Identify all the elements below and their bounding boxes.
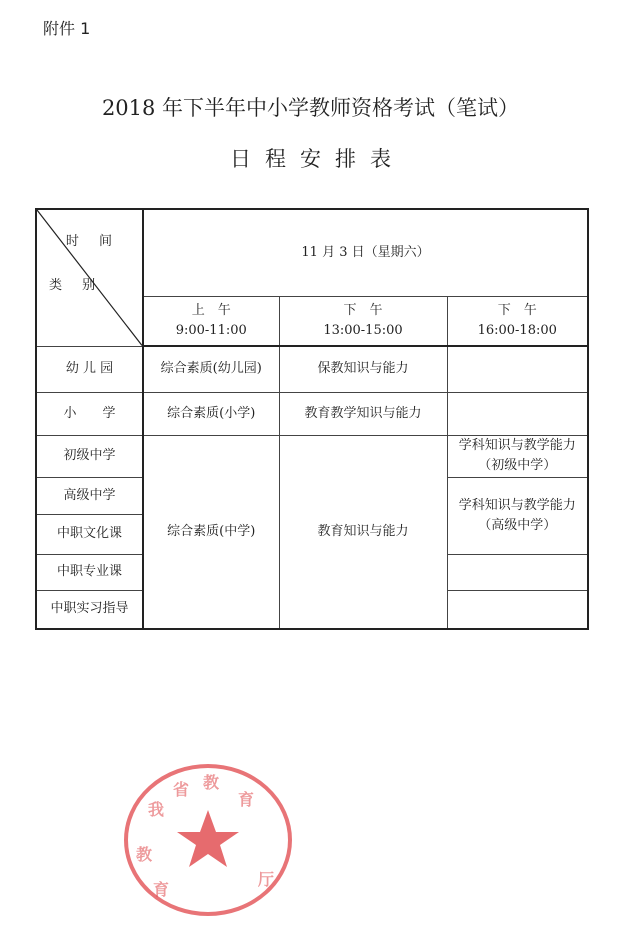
session-header-pm2 bbox=[447, 296, 588, 346]
document-title: 2018 年下半年中小学教师资格考试（笔试） bbox=[101, 96, 520, 120]
session-period: 下 午 bbox=[343, 302, 383, 318]
exam-cell: 综合素质(幼儿园) bbox=[143, 346, 279, 392]
exam-cell-senior bbox=[447, 477, 588, 554]
exam-cell: 综合素质(小学) bbox=[143, 392, 279, 435]
corner-header-cell bbox=[36, 209, 143, 346]
exam-cell: 教育知识与能力 bbox=[279, 435, 447, 629]
corner-category-label: 类 别 bbox=[49, 278, 104, 293]
exam-level: （高级中学） bbox=[478, 517, 557, 533]
category-cell: 中职专业课 bbox=[36, 554, 143, 590]
category-cell: 高级中学 bbox=[36, 477, 143, 514]
schedule-table bbox=[35, 208, 589, 630]
category-cell: 幼 儿 园 bbox=[36, 346, 143, 392]
empty-cell bbox=[447, 590, 588, 629]
session-time: 13:00-15:00 bbox=[323, 322, 403, 338]
session-time: 9:00-11:00 bbox=[175, 322, 247, 338]
category-cell: 中职实习指导 bbox=[36, 590, 143, 629]
official-seal bbox=[118, 760, 298, 920]
svg-text:省: 省 bbox=[173, 780, 190, 799]
annex-label: 附件 1 bbox=[43, 19, 91, 38]
svg-text:我: 我 bbox=[148, 800, 165, 819]
category-cell: 中职文化课 bbox=[36, 514, 143, 554]
svg-text:育: 育 bbox=[238, 790, 255, 809]
session-period: 下 午 bbox=[497, 302, 537, 318]
corner-time-label: 时 间 bbox=[65, 234, 120, 249]
document-subtitle: 日程安排表 bbox=[230, 147, 405, 171]
empty-cell bbox=[447, 346, 588, 392]
seal-star-icon bbox=[177, 810, 239, 867]
session-header-pm1 bbox=[279, 296, 447, 346]
empty-cell bbox=[447, 554, 588, 590]
session-period: 上 午 bbox=[191, 302, 231, 318]
svg-text:厅: 厅 bbox=[258, 870, 275, 889]
exam-cell-junior bbox=[447, 435, 588, 477]
category-cell: 初级中学 bbox=[36, 435, 143, 477]
exam-cell: 综合素质(中学) bbox=[143, 435, 279, 629]
session-time: 16:00-18:00 bbox=[477, 322, 557, 338]
session-header-am bbox=[143, 296, 279, 346]
svg-text:育: 育 bbox=[153, 880, 170, 899]
svg-text:教: 教 bbox=[136, 845, 153, 864]
date-header: 11 月 3 日（星期六） bbox=[143, 209, 588, 296]
exam-cell: 教育教学知识与能力 bbox=[279, 392, 447, 435]
category-cell: 小 学 bbox=[36, 392, 143, 435]
svg-text:教: 教 bbox=[203, 773, 220, 792]
exam-level: （初级中学） bbox=[478, 458, 557, 473]
empty-cell bbox=[447, 392, 588, 435]
exam-cell: 保教知识与能力 bbox=[279, 346, 447, 392]
exam-name: 学科知识与教学能力 bbox=[458, 438, 576, 453]
exam-name: 学科知识与教学能力 bbox=[458, 497, 576, 513]
